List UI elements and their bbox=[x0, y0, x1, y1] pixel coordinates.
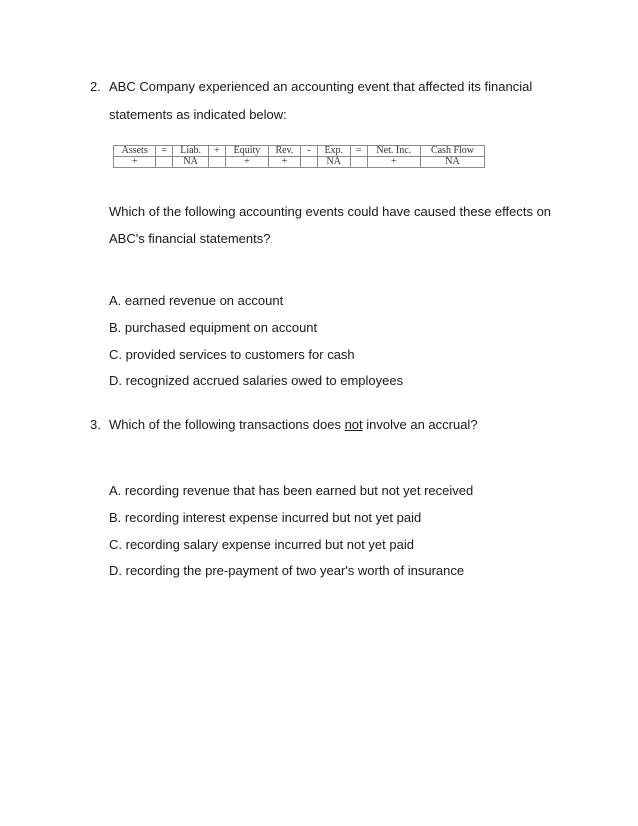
question-2-option-c: C. provided services to customers for cash bbox=[109, 347, 355, 362]
header-expenses: Exp. bbox=[317, 146, 350, 157]
effects-table-header-row bbox=[114, 146, 485, 157]
question-3-text-after: involve an accrual? bbox=[362, 417, 478, 432]
value-revenue: + bbox=[268, 157, 300, 168]
header-cash-flow: Cash Flow bbox=[420, 146, 484, 157]
header-revenue: Rev. bbox=[268, 146, 300, 157]
question-3-text-before: Which of the following transactions does bbox=[109, 417, 345, 432]
value-minus bbox=[300, 157, 317, 168]
header-net-income: Net. Inc. bbox=[367, 146, 420, 157]
value-equals-2 bbox=[350, 157, 367, 168]
effects-table bbox=[113, 145, 485, 168]
question-2-option-a: A. earned revenue on account bbox=[109, 293, 284, 308]
header-plus: + bbox=[208, 146, 225, 157]
value-equity: + bbox=[225, 157, 268, 168]
value-assets: + bbox=[114, 157, 156, 168]
question-2-prompt-line-1: Which of the following accounting events could have caused these effects on bbox=[109, 204, 552, 219]
header-liabilities: Liab. bbox=[173, 146, 209, 157]
value-cash-flow: NA bbox=[420, 157, 484, 168]
value-liabilities: NA bbox=[173, 157, 209, 168]
header-equity: Equity bbox=[225, 146, 268, 157]
question-2-option-d: D. recognized accrued salaries owed to employees bbox=[109, 373, 404, 388]
value-expenses: NA bbox=[317, 157, 350, 168]
header-assets: Assets bbox=[114, 146, 156, 157]
value-equals-1 bbox=[156, 157, 173, 168]
question-3-option-c: C. recording salary expense incurred but not yet paid bbox=[109, 537, 414, 552]
effects-table-value-row bbox=[114, 157, 485, 168]
question-2-text-line-1: ABC Company experienced an accounting event that affected its financial bbox=[109, 79, 533, 94]
question-3-option-d: D. recording the pre-payment of two year's worth of insurance bbox=[109, 563, 465, 578]
question-3-option-a: A. recording revenue that has been earned but not yet received bbox=[109, 483, 474, 498]
question-2-option-b: B. purchased equipment on account bbox=[109, 320, 318, 335]
header-equals-2: = bbox=[350, 146, 367, 157]
question-2-text-line-2: statements as indicated below: bbox=[109, 107, 287, 122]
question-3-number: 3. bbox=[90, 417, 101, 432]
question-3-text bbox=[109, 417, 478, 433]
value-plus bbox=[208, 157, 225, 168]
question-2-prompt-line-2: ABC's financial statements? bbox=[109, 231, 271, 246]
value-net-income: + bbox=[367, 157, 420, 168]
header-minus: - bbox=[300, 146, 317, 157]
question-3-option-b: B. recording interest expense incurred but not yet paid bbox=[109, 510, 422, 525]
question-2-number: 2. bbox=[90, 79, 101, 94]
question-3-underlined-word: not bbox=[344, 417, 363, 432]
header-equals-1: = bbox=[156, 146, 173, 157]
